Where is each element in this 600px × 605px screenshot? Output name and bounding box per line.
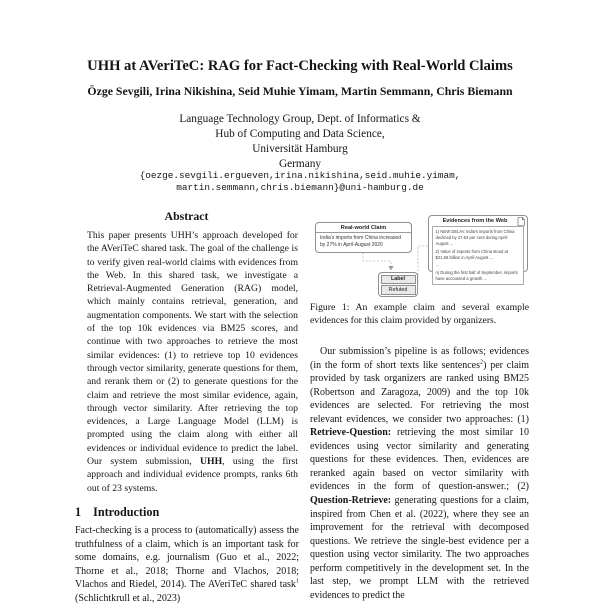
claim-box-header: Real-world Claim — [316, 223, 411, 233]
email-block — [0, 170, 600, 194]
evidence-header-label: Evidences from the Web — [442, 218, 508, 224]
introduction-paragraph: Fact-checking is a process to (automatically) assess the truthfulness of a claim, which is an important task for some domains, e.g. journalism (Guo et al., 2022; Thorne et al., 2018; Thorne and Vlachos, 2018; Vlachos and Riedel, 2014). The AVeriTeC shared task$^1$ (Schlichtkrull et al., 2023) — [75, 525, 299, 604]
right-column-paragraph: Our submission’s pipeline is as follows; evidences (in the form of short texts like sentences$^2$) per claim provided by task organizers are ranked using BM25 (Robertson and Zaragoza, 2009) and the top 10k evidences are selected. For retrieving the most relevant evidences, we consider two approaches: (1) Retrieve-Question: retrieving the most similar 10 evidences using vector similarity and generating questions for these evidences. Then, evidences are reranked again based on vector similarity with evidences in the form of question-answer.; (2) Question-Retrieve: generating questions for a claim, inspired from Chen et al. (2022), where they see an improvement for the retrieval with decomposed questions. We retrieve the single-best evidence per a question using vector similarity. The two approaches perform competitively in the development set. In the last step, we prompt LLM with the retrieved evidences to predict the — [310, 346, 529, 601]
claim-box-text: India's imports from China increased by 27% in April-August 2020 — [320, 235, 401, 248]
email-line: {oezge.sevgili.ergueven,irina.nikishina,seid.muhie.yimam, — [139, 170, 461, 181]
paper-title: UHH at AVeriTeC: RAG for Fact-Checking with Real-World Claims — [87, 58, 513, 74]
affiliation-block — [0, 112, 600, 172]
label-box-value: Refuted — [381, 285, 416, 295]
evidence-panel — [432, 226, 524, 285]
evidence-line: 2) Value of imports from China stood at $21.58 billion in April-August ... — [435, 248, 509, 260]
email-line: martin.semmann,chris.biemann}@uni-hamburg.de — [176, 182, 424, 194]
evidence-line: n) During the first half of September, imports have accounted a growth ... — [435, 270, 518, 282]
label-box — [378, 272, 418, 297]
evidence-box — [428, 215, 528, 282]
affiliation-line: Germany — [278, 157, 322, 170]
document-icon — [517, 217, 525, 228]
label-box-header: Label — [381, 275, 416, 285]
authors-line: Özge Sevgili, Irina Nikishina, Seid Muhie Yimam, Martin Semmann, Chris Biemann — [87, 84, 513, 98]
figure-1 — [310, 192, 530, 302]
figure-1-caption: Figure 1: An example claim and several example evidences for this claim provided by organizers. — [310, 302, 529, 326]
evidence-line: 1) NEW DELHI: India's imports from China declined by 27.63 per cent during April-August ... — [435, 229, 515, 246]
abstract-heading: Abstract — [164, 209, 209, 223]
affiliation-line: Language Technology Group, Dept. of Informatics & — [179, 113, 421, 125]
affiliation-line: Hub of Computing and Data Science, — [215, 127, 385, 140]
affiliation-line: Universität Hamburg — [252, 142, 348, 155]
section-number: 1 — [75, 505, 82, 519]
claim-box — [315, 222, 412, 253]
abstract-body: This paper presents UHH’s approach developed for the AVeriTeC shared task. The goal of the challenge is to verify given real-world claims with evidences from the Web. In this shared task, we investigate a Retrieval-Augmented Generation (RAG) model, which mainly contains retrieval, generation, and augmentation components. We start with the selection of the top 10k evidences via BM25 scores, and continue with two approaches to retrieve the most similar evidences: (1) to retrieve top 10 evidences through vector similarity, generate questions for them, and rerank them or (2) to generate questions for the claim and retrieve the most similar evidence, again, through vector similarity. After retrieving the top evidences, a Large Language Model (LLM) is prompted using the claim along with either all evidences or individual evidence to predict the label. Our system submission, UHH, using the first approach and individual evidence prompts, ranks 6th out of 23 systems. — [87, 230, 298, 494]
section-heading-introduction — [75, 505, 159, 520]
evidence-box-header — [429, 216, 527, 225]
section-title: Introduction — [93, 505, 160, 519]
evidence-line: ... — [435, 262, 439, 268]
